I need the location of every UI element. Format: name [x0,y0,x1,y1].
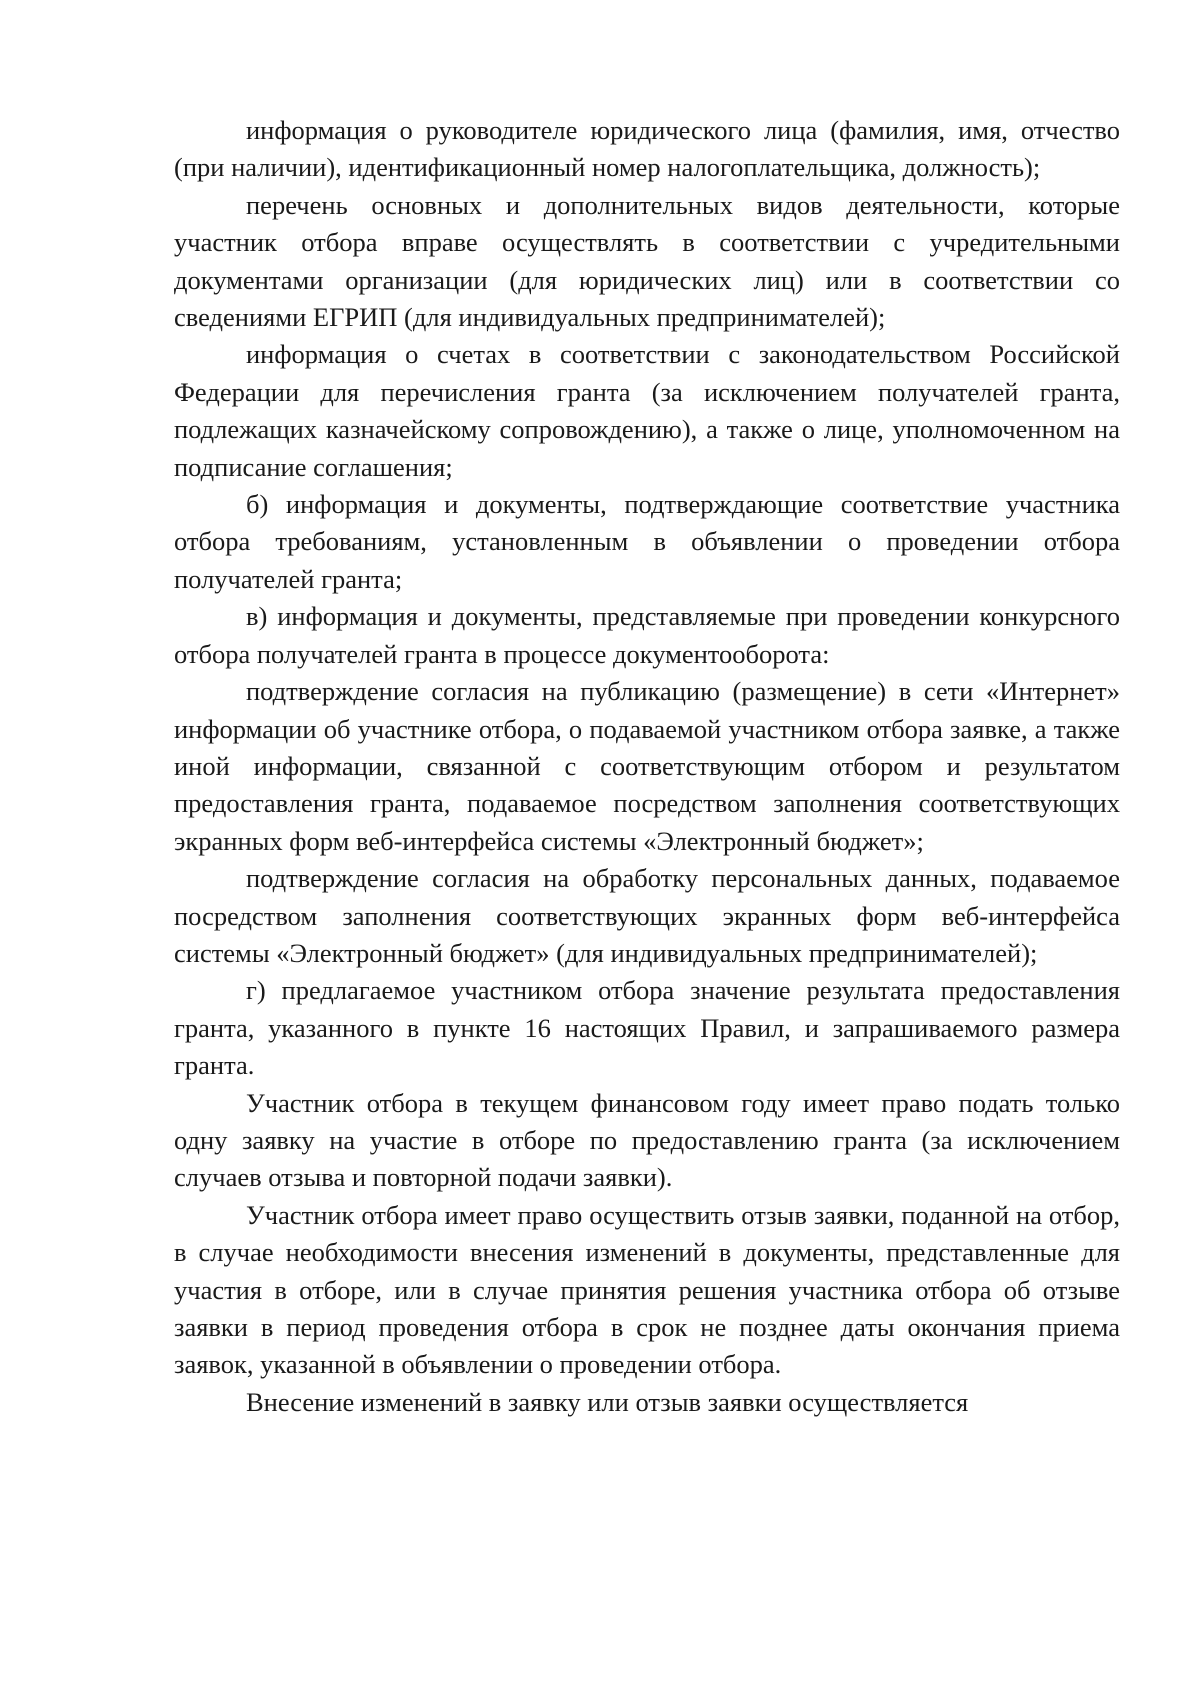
paragraph-single-application: Участник отбора в текущем финансовом году имеет право подать только одну заявку на участие в отборе по предоставлению гранта (за исключением случаев отзыва и повторной подачи заявки). [174,1087,1120,1193]
paragraph-withdrawal-right: Участник отбора имеет право осуществить отзыв заявки, поданной на отбор, в случае необходимости внесения изменений в документы, представленные для участия в отборе, или в случае принятия решения участника отбора об отзыве заявки в период проведения отбора в срок не позднее даты окончания приема заявок, указанной в объявлении о проведении отбора. [174,1199,1120,1380]
paragraph-publication-consent: подтверждение согласия на публикацию (размещение) в сети «Интернет» информации об участнике отбора, о подаваемой участником отбора заявке, а также иной информации, связанной с соответствующим отбором и результатом предоставления гранта, подаваемое посредством заполнения соответствующих экранных форм веб-интерфейса системы «Электронный бюджет»; [174,676,1120,856]
document-body [174,112,1120,1421]
paragraph-activity-list: перечень основных и дополнительных видов деятельности, которые участник отбора вправе осуществлять в соответствии с учредительными документами организации (для юридических лиц) или в соответствии со сведениями ЕГРИП (для индивидуальных предпринимателей); [174,189,1120,333]
paragraph-personal-data-consent: подтверждение согласия на обработку персональных данных, подаваемое посредством заполнения соответствующих экранных форм веб-интерфейса системы «Электронный бюджет» (для индивидуальных предпринимателей); [174,863,1120,968]
paragraph-item-v: в) информация и документы, представляемые при проведении конкурсного отбора получателей гранта в процессе документооборота: [174,601,1120,669]
paragraph-item-b: б) информация и документы, подтверждающие соответствие участника отбора требованиям, установленным в объявлении о проведении отбора получателей гранта; [174,489,1120,594]
paragraph-changes-procedure: Внесение изменений в заявку или отзыв заявки осуществляется [246,1386,969,1417]
paragraph-accounts-info: информация о счетах в соответствии с законодательством Российской Федерации для перечисления гранта (за исключением получателей гранта, подлежащих казначейскому сопровождению), а также о лице, уполномоченном на подписание соглашения; [174,339,1120,482]
paragraph-head-info: информация о руководителе юридического лица (фамилия, имя, отчество (при наличии), идентификационный номер налогоплательщика, должность); [174,115,1120,183]
paragraph-item-g: г) предлагаемое участником отбора значение результата предоставления гранта, указанного в пункте 16 настоящих Правил, и запрашиваемого размера гранта. [174,975,1120,1081]
